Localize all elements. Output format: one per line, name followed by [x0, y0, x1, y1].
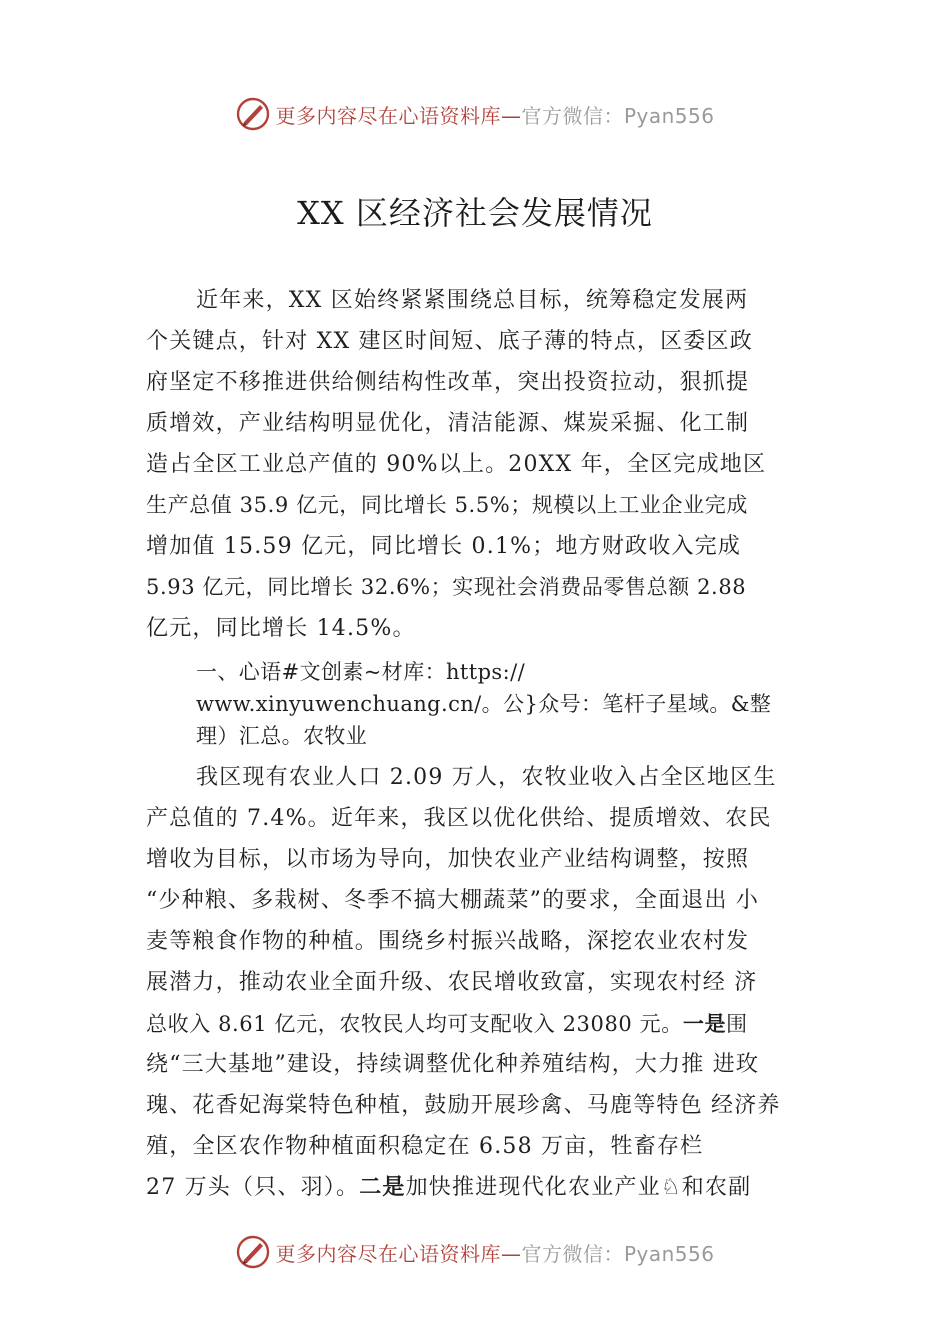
- paragraph-line: 5.93 亿元，同比增长 32.6%；实现社会消费品零售总额 2.88: [146, 575, 747, 599]
- document-title: XX 区经济社会发展情况: [297, 194, 653, 232]
- paragraph-line: 增加值 15.59 亿元，同比增长 0.1%；地方财政收入完成: [146, 534, 742, 559]
- paragraph-line: 个关键点，针对 XX 建区时间短、底子薄的特点，区委区政: [146, 329, 753, 354]
- paragraph-line: 产总值的 7.4%。近年来，我区以优化供给、提质增效、农民: [146, 806, 772, 831]
- paragraph-line: 27 万头（只、羽）。二是加快推进现代化农业产业♘和农副: [146, 1174, 752, 1200]
- paragraph-line: 近年来，XX 区始终紧紧围绕总目标，统筹稳定发展两: [196, 288, 749, 313]
- paragraph-line: 我区现有农业人口 2.09 万人，农牧业收入占全区地区生: [196, 765, 777, 790]
- header-banner: [0, 94, 950, 134]
- pen-logo-icon: [235, 96, 271, 132]
- section-heading-line: www.xinyuwenchuang.cn/。公}众号：笔杆子星域。&整: [196, 692, 772, 716]
- wechat-id: 官方微信：Pyan556: [521, 1241, 715, 1266]
- paragraph-line: 麦等粮食作物的种植。围绕乡村振兴战略，深挖农业农村发: [146, 929, 750, 954]
- section-heading-line: 理）汇总。农牧业: [196, 724, 368, 748]
- banner-text: 更多内容尽在心语资料库—官方微信：Pyan556: [275, 1241, 715, 1266]
- paragraph-line: 展潜力，推动农业全面升级、农民增收致富，实现农村经 济: [146, 970, 758, 995]
- banner-text: 更多内容尽在心语资料库—官方微信：Pyan556: [275, 103, 715, 128]
- section-heading-line: 一、心语#文创素~材库：https://: [196, 660, 526, 684]
- paragraph-line: 亿元，同比增长 14.5%。: [146, 616, 416, 641]
- broken-glyph-icon: ♘: [660, 1175, 682, 1200]
- paragraph-line: 殖，全区农作物种植面积稳定在 6.58 万亩，牲畜存栏: [146, 1134, 704, 1159]
- paragraph-line: 瑰、花香妃海棠特色种植，鼓励开展珍禽、马鹿等特色 经济养: [146, 1093, 781, 1118]
- paragraph-line: 增收为目标，以市场为导向，加快农业产业结构调整，按照: [146, 847, 750, 872]
- paragraph-line: 绕“三大基地”建设，持续调整优化种养殖结构，大力推 进玫: [146, 1052, 760, 1077]
- paragraph-line: 造占全区工业总产值的 90%以上。20XX 年，全区完成地区: [146, 452, 767, 477]
- wechat-id: 官方微信：Pyan556: [521, 103, 715, 128]
- paragraph-line: “少种粮、多栽树、冬季不搞大棚蔬菜”的要求，全面退出 小: [146, 888, 760, 913]
- bold-lead: 一是: [682, 1011, 727, 1036]
- footer-banner: [0, 1232, 950, 1272]
- paragraph-line: 府坚定不移推进供给侧结构性改革，突出投资拉动，狠抓提: [146, 370, 750, 395]
- pen-logo-icon: [235, 1234, 271, 1270]
- paragraph-line: 总收入 8.61 亿元，农牧民人均可支配收入 23080 元。一是围: [146, 1011, 748, 1036]
- paragraph-line: 质增效，产业结构明显优化，清洁能源、煤炭采掘、化工制: [146, 411, 750, 436]
- paragraph-line: 生产总值 35.9 亿元，同比增长 5.5%；规模以上工业企业完成: [146, 493, 748, 517]
- bold-lead: 二是: [359, 1174, 406, 1200]
